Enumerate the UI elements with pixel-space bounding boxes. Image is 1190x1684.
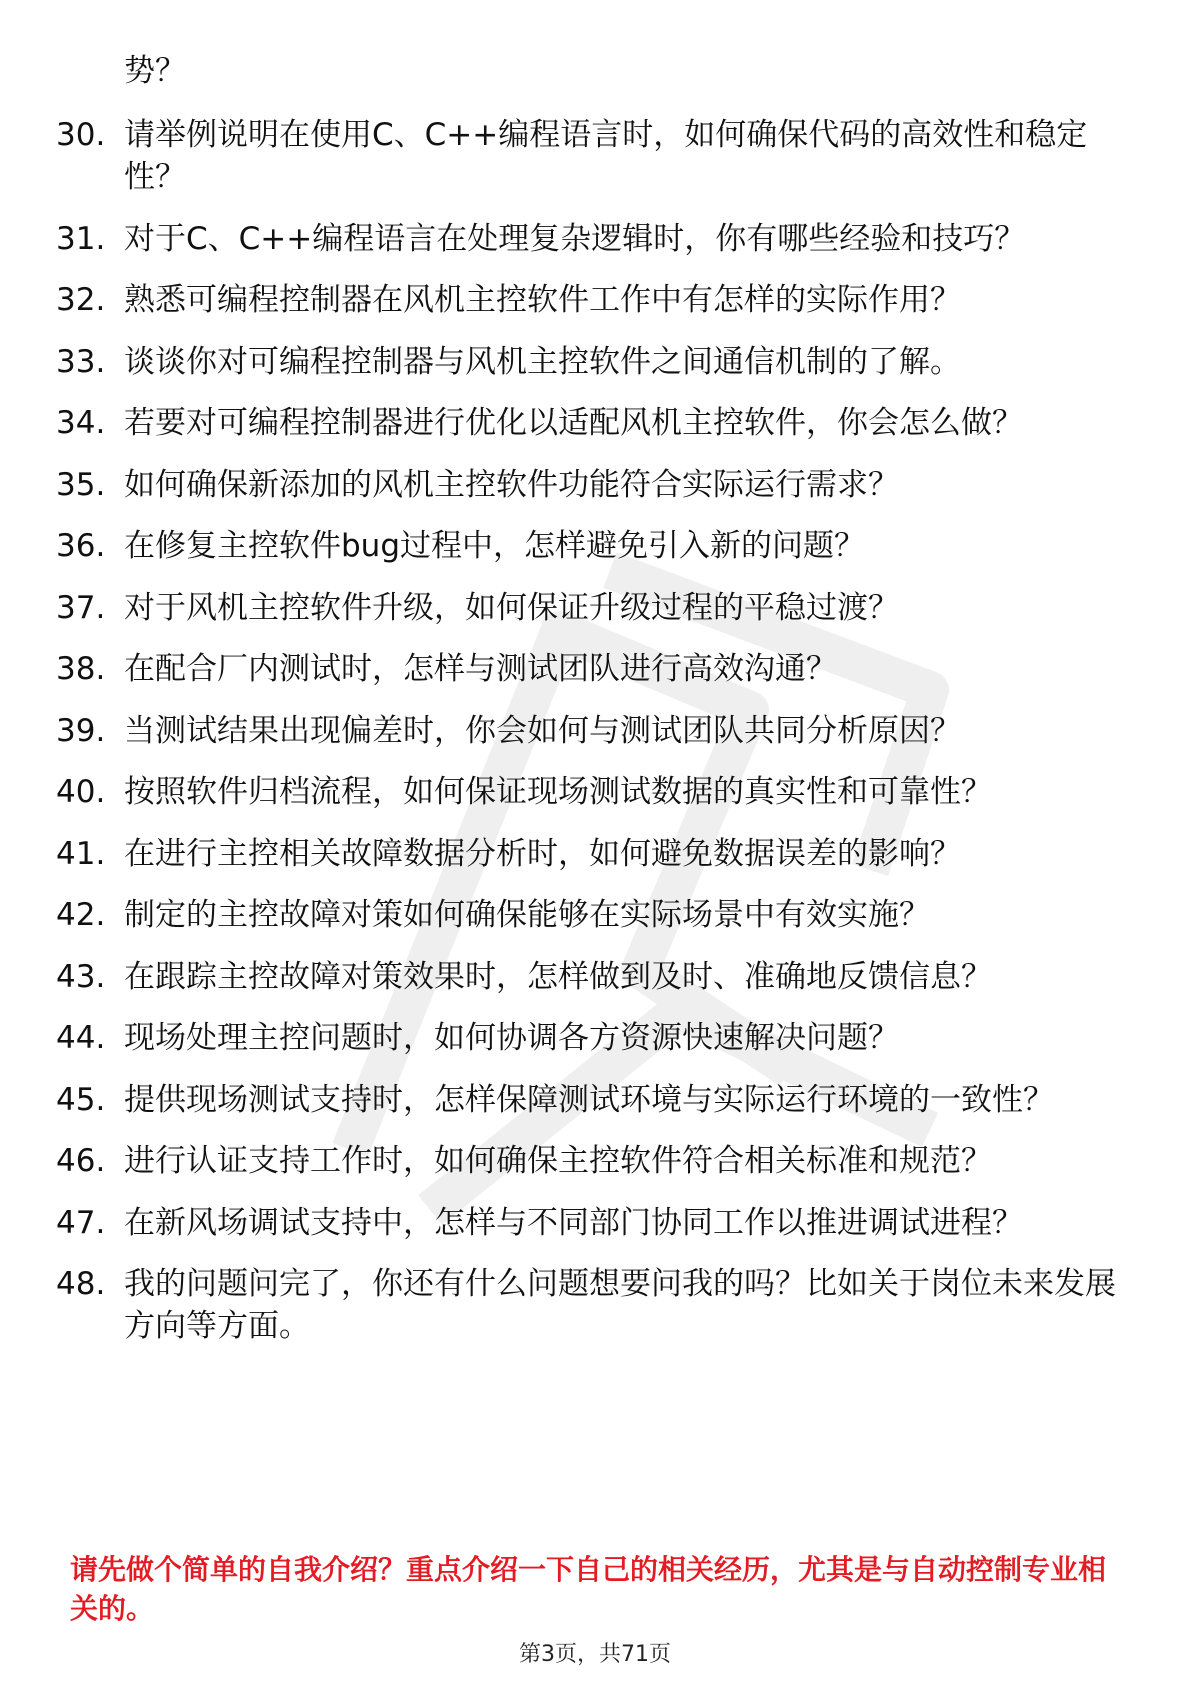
question-text: 对于C、C++编程语言在处理复杂逻辑时，你有哪些经验和技巧？ — [124, 220, 1026, 257]
list-item — [56, 894, 1116, 936]
list-item — [56, 771, 1116, 813]
question-text: 在配合厂内测试时，怎样与测试团队进行高效沟通？ — [124, 651, 837, 687]
list-item — [56, 587, 1116, 629]
question-number: 38. — [56, 651, 106, 687]
question-text: 请举例说明在使用C、C++编程语言时，如何确保代码的高效性和稳定性？ — [124, 117, 1088, 195]
question-text: 在进行主控相关故障数据分析时，如何避免数据误差的影响？ — [124, 835, 961, 872]
question-text: 进行认证支持工作时，如何确保主控软件符合相关标准和规范？ — [124, 1143, 992, 1179]
question-number: 45. — [56, 1081, 106, 1118]
list-item — [56, 279, 1116, 321]
question-text: 如何确保新添加的风机主控软件功能符合实际运行需求？ — [124, 466, 899, 503]
list-item — [56, 218, 1116, 260]
page-number-footer: 第3页，共71页 — [519, 1642, 671, 1667]
list-item — [56, 1017, 1116, 1059]
question-text: 谈谈你对可编程控制器与风机主控软件之间通信机制的了解。 — [124, 343, 961, 380]
question-text: 对于风机主控软件升级，如何保证升级过程的平稳过渡？ — [124, 589, 899, 626]
question-text: 势？ — [124, 53, 186, 89]
question-number: 36. — [56, 528, 106, 564]
question-number: 39. — [56, 712, 106, 749]
list-item — [56, 1140, 1116, 1182]
question-list — [56, 50, 1116, 1367]
question-number: 48. — [56, 1266, 106, 1302]
question-number: 34. — [56, 405, 106, 441]
question-number: 40. — [56, 774, 106, 810]
question-number: 31. — [56, 220, 106, 257]
question-text: 制定的主控故障对策如何确保能够在实际场景中有效实施？ — [124, 897, 930, 933]
question-text: 当测试结果出现偏差时，你会如何与测试团队共同分析原因？ — [124, 712, 961, 749]
list-item — [56, 956, 1116, 998]
question-text: 若要对可编程控制器进行优化以适配风机主控软件，你会怎么做？ — [124, 405, 1023, 441]
question-number: 33. — [56, 343, 106, 380]
question-number: 42. — [56, 897, 106, 933]
question-number: 43. — [56, 958, 106, 995]
list-item — [56, 50, 1116, 92]
list-item — [56, 525, 1116, 567]
question-text: 在新风场调试支持中，怎样与不同部门协同工作以推进调试进程？ — [124, 1204, 1023, 1241]
list-item — [56, 710, 1116, 752]
question-text: 熟悉可编程控制器在风机主控软件工作中有怎样的实际作用？ — [124, 282, 961, 318]
question-number: 32. — [56, 282, 106, 318]
list-item — [56, 114, 1116, 198]
question-number: 46. — [56, 1143, 106, 1179]
list-item — [56, 341, 1116, 383]
question-text: 我的问题问完了，你还有什么问题想要问我的吗？比如关于岗位未来发展方向等方面。 — [124, 1266, 1116, 1344]
question-text: 在修复主控软件bug过程中，怎样避免引入新的问题？ — [124, 528, 866, 564]
question-number: 35. — [56, 466, 106, 503]
list-item — [56, 1202, 1116, 1244]
list-item — [56, 464, 1116, 506]
question-number: 41. — [56, 835, 106, 872]
question-number: 30. — [56, 117, 106, 153]
list-item — [56, 1263, 1116, 1347]
question-number: 44. — [56, 1020, 106, 1056]
question-text: 现场处理主控问题时，如何协调各方资源快速解决问题？ — [124, 1020, 899, 1056]
list-item — [56, 1079, 1116, 1121]
list-item — [56, 648, 1116, 690]
question-text: 在跟踪主控故障对策效果时，怎样做到及时、准确地反馈信息？ — [124, 958, 992, 995]
highlight-question: 请先做个简单的自我介绍？重点介绍一下自己的相关经历，尤其是与自动控制专业相关的。 — [70, 1553, 1107, 1625]
list-item — [56, 833, 1116, 875]
question-text: 提供现场测试支持时，怎样保障测试环境与实际运行环境的一致性？ — [124, 1081, 1054, 1118]
question-number: 47. — [56, 1204, 106, 1241]
question-number: 37. — [56, 589, 106, 626]
question-text: 按照软件归档流程，如何保证现场测试数据的真实性和可靠性？ — [124, 774, 992, 810]
list-item — [56, 402, 1116, 444]
